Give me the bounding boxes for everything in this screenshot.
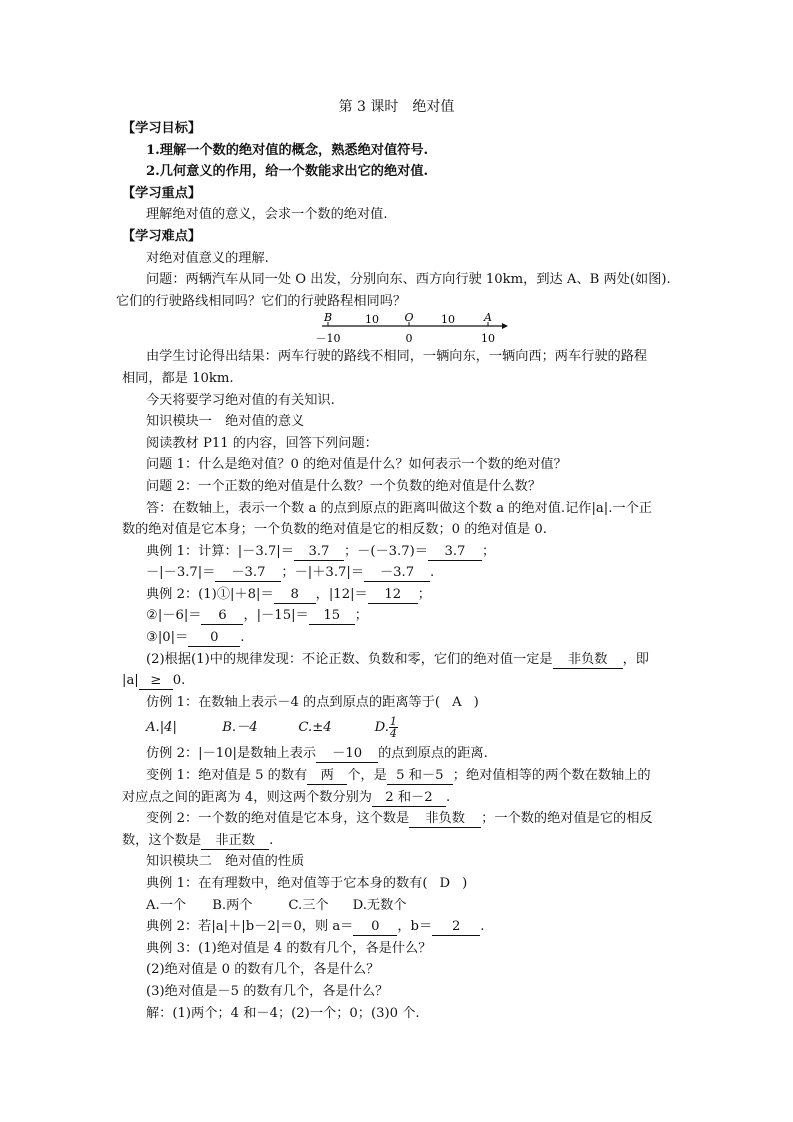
answer-blank: 15: [309, 608, 355, 625]
answer-blank: 非负数: [409, 811, 481, 828]
question-line-1: 问题：两辆汽车从同一处 O 出发，分别向东、西方向行驶 10km，到达 A、B 两处(如图).: [146, 272, 671, 288]
imitation-1-question: 仿例 1：在数轴上表示－4 的点到原点的距离等于( A ): [146, 694, 479, 710]
label-seg-right: 10: [441, 313, 455, 327]
example-2-line-4: (2)根据(1)中的规律发现：不论正数、负数和零，它们的绝对值一定是 非负数 ，即: [146, 651, 649, 667]
key-point-text: 理解绝对值的意义，会求一个数的绝对值.: [146, 207, 388, 223]
heading-learning-goals: 【学习目标】: [122, 121, 202, 136]
label-seg-left: 10: [365, 313, 379, 327]
problem-2: 问题 2：一个正数的绝对值是什么数？一个负数的绝对值是什么数？: [146, 478, 542, 494]
choice-answer: A: [452, 694, 462, 710]
answer-blank: 2: [432, 919, 480, 936]
imitation-1-options: [122, 713, 682, 743]
label-b: B: [323, 312, 333, 325]
answer-blank: 8: [274, 587, 316, 604]
option-a: A.|4|: [146, 720, 177, 736]
answer-blank: 非负数: [553, 652, 623, 669]
typical-3-line-2: (2)绝对值是 0 的数有几个，各是什么？: [146, 962, 380, 978]
typical-3-line-1: 典例 3：(1)绝对值是 4 的数有几个，各是什么？: [146, 940, 432, 956]
answer-blank: 非正数: [201, 833, 269, 850]
example-2-line-3: ③|0|＝ 0 .: [146, 630, 245, 646]
variation-1-line-1: 变例 1：绝对值是 5 的数有 两 个，是 5 和－5 ；绝对值相等的两个数在数轴上的: [146, 768, 651, 784]
answer-blank: 0: [353, 919, 397, 936]
variation-1-line-2: 对应点之间的距离为 4，则这两个数分别为 2 和－2 .: [122, 789, 451, 805]
read-textbook: 阅读教材 P11 的内容，回答下列问题：: [146, 435, 378, 451]
typical-3-line-3: (3)绝对值是－5 的数有几个，各是什么？: [146, 983, 389, 999]
option-d: D. $\frac{1}{4}$: [374, 715, 397, 741]
answer-blank: 5 和－5: [387, 768, 453, 785]
option-b: B.两个: [212, 897, 253, 913]
tick-label-10: 10: [481, 332, 495, 346]
variation-2-line-2: 数，这个数是 非正数 .: [122, 832, 274, 848]
tick-label-zero: 0: [405, 332, 413, 346]
example-2-line-1: 典例 2：(1)①|＋8|＝ 8 ，|12|＝ 12 ；: [146, 586, 431, 602]
answer-blank: 6: [201, 608, 243, 625]
result-line-1: 由学生讨论得出结果：两车行驶的路线不相同，一辆向东，一辆向西；两车行驶的路程: [146, 349, 648, 365]
number-line-svg: [122, 312, 682, 346]
option-b: B.－4: [222, 720, 258, 736]
page-title: 第 3 课时 绝对值: [338, 99, 455, 115]
example-1-line-2: －|－3.7|＝ －3.7 ；－|＋3.7|＝ －3.7 .: [146, 565, 435, 581]
heading-difficulty: 【学习难点】: [122, 228, 202, 244]
heading-key-point: 【学习重点】: [122, 185, 202, 201]
answer-blank: 12: [368, 587, 418, 604]
fraction: $\frac{1}{4}$: [389, 715, 397, 741]
answer-blank: 0: [188, 630, 240, 647]
today-line: 今天将要学习绝对值的有关知识.: [146, 392, 335, 408]
choice-answer: D: [439, 876, 451, 891]
answer-blank: 3.7: [294, 544, 344, 561]
difficulty-text: 对绝对值意义的理解.: [146, 250, 269, 266]
answer-line-1: 答：在数轴上，表示一个数 a 的点到原点的距离叫做这个数 a 的绝对值.记作|a|.一个正: [146, 500, 652, 516]
option-c: C.三个: [288, 897, 329, 913]
answer-blank: －3.7: [215, 565, 281, 582]
number-line-figure: [122, 312, 682, 346]
label-o: O: [404, 312, 414, 325]
option-a: A.一个: [146, 897, 187, 913]
answer-blank: －3.7: [364, 565, 430, 582]
typical-1-question: 典例 1：在有理数中，绝对值等于它本身的数有( D ): [146, 876, 468, 891]
result-line-2: 相同，都是 10km.: [122, 370, 234, 386]
example-2-line-5: |a| ≥ 0.: [122, 673, 186, 689]
module-2-heading: 知识模块二 绝对值的性质: [146, 854, 305, 870]
problem-1: 问题 1：什么是绝对值？0 的绝对值是什么？如何表示一个数的绝对值？: [146, 457, 567, 473]
example-1-line-1: 典例 1：计算：|－3.7|＝ 3.7 ；－(－3.7)＝ 3.7 ；: [146, 543, 496, 559]
goal-2: 2.几何意义的作用，给一个数能求出它的绝对值.: [146, 164, 429, 180]
label-a: A: [484, 312, 492, 325]
variation-2-line-1: 变例 2：一个数的绝对值是它本身，这个数是 非负数 ；一个数的绝对值是它的相反: [146, 811, 653, 827]
answer-blank: 2 和－2: [372, 790, 446, 807]
option-d: D.无数个: [352, 897, 407, 913]
answer-line-2: 数的绝对值是它本身；一个负数的绝对值是它的相反数；0 的绝对值是 0.: [122, 522, 547, 538]
module-1-heading: 知识模块一 绝对值的意义: [146, 414, 305, 430]
tick-label-minus10: －10: [315, 332, 341, 346]
option-c: C.±4: [298, 720, 332, 736]
typical-2: 典例 2：若|a|＋|b－2|＝0，则 a＝ 0 ，b＝ 2 .: [146, 919, 485, 935]
question-line-2: 它们的行驶路线相同吗？它们的行驶路程相同吗？: [116, 293, 407, 309]
goal-1: 1.理解一个数的绝对值的概念，熟悉绝对值符号.: [146, 142, 429, 158]
example-2-line-2: ②|－6|＝ 6 ，|－15|＝ 15 ；: [146, 608, 368, 624]
typical-1-options: [122, 895, 682, 917]
typical-3-solution: 解：(1)两个；4 和－4；(2)一个；0；(3)0 个.: [146, 1005, 420, 1021]
content-body: [116, 118, 682, 1024]
axis-arrow: [502, 323, 508, 329]
answer-blank: 两: [307, 768, 347, 785]
imitation-2: 仿例 2：|－10|是数轴上表示 －10 的点到原点的距离.: [146, 746, 488, 762]
answer-blank: 3.7: [428, 544, 482, 561]
answer-blank: －10: [316, 746, 378, 763]
answer-blank: ≥: [139, 673, 173, 690]
